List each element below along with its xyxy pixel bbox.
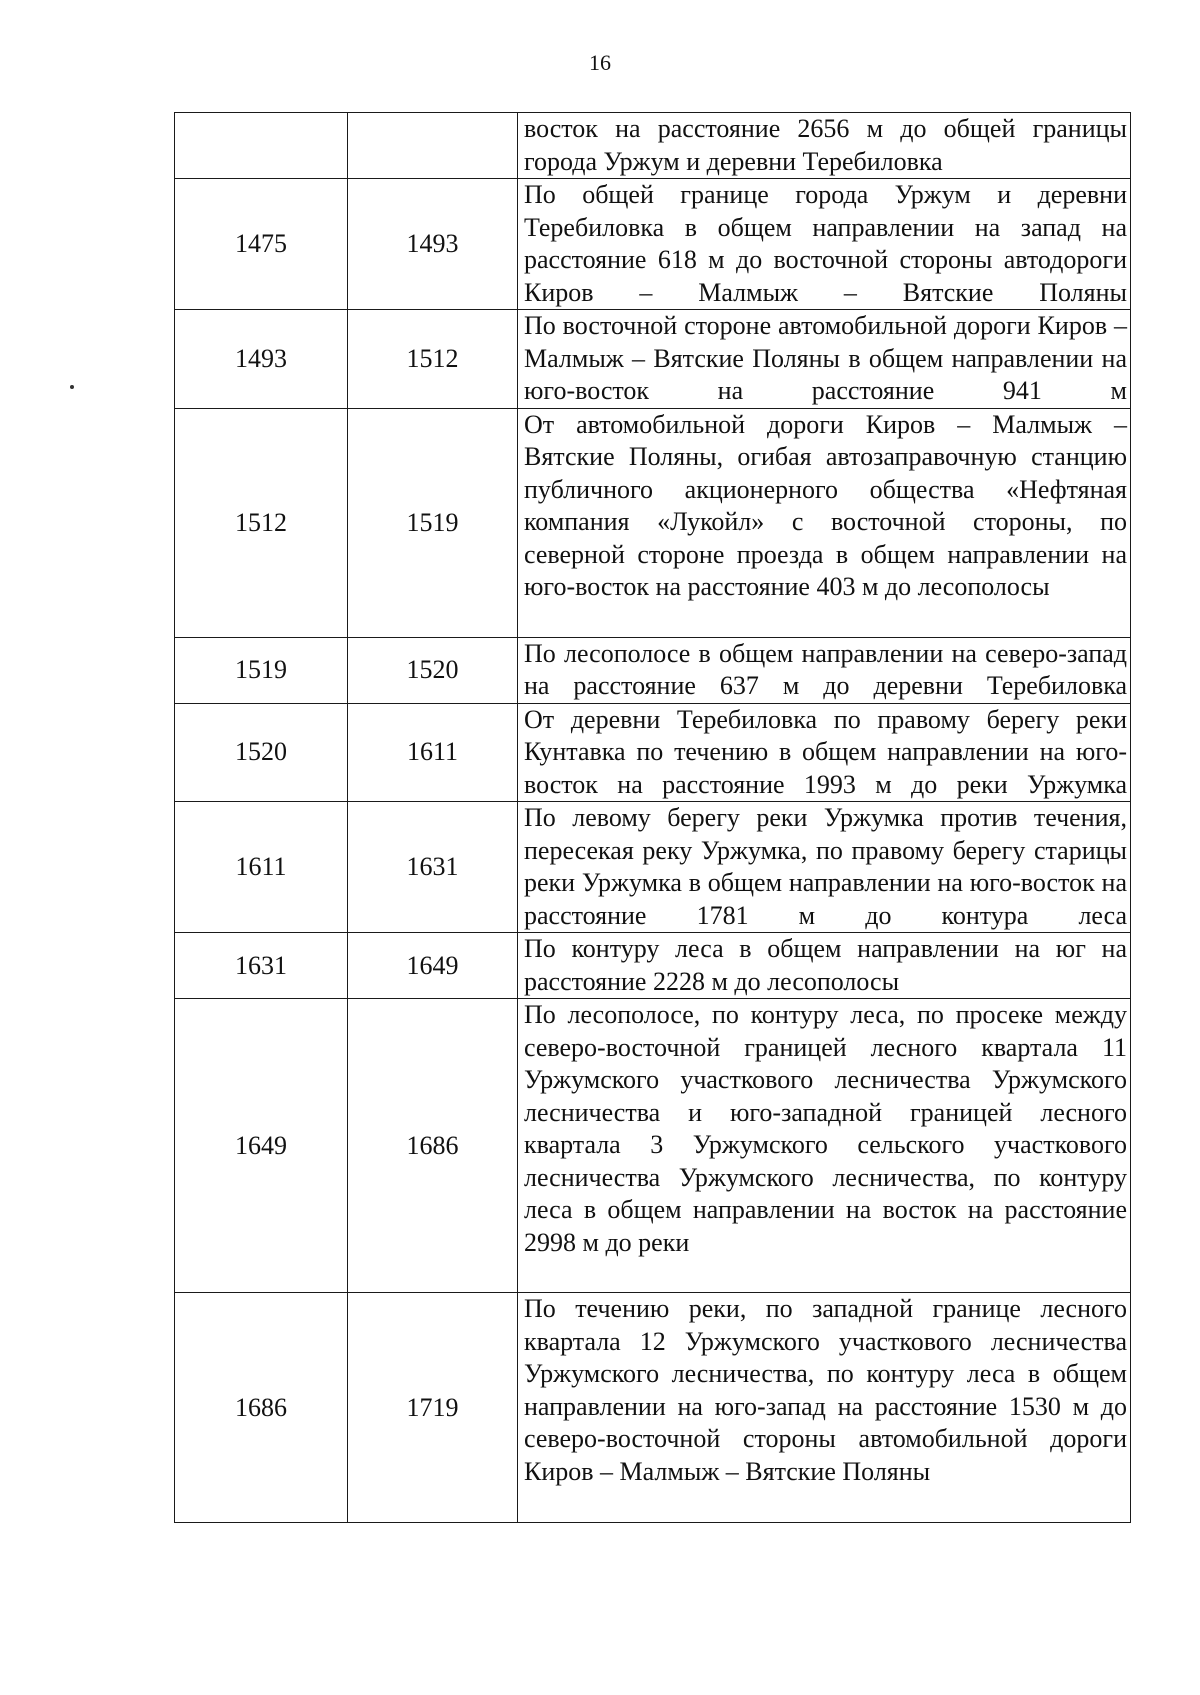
table-row (175, 637, 1131, 703)
description-cell: По восточной стороне автомобильной дороги Киров – Малмыж – Вятские Поляны в общем направлении на юго-восток на расстояние 941 м (518, 310, 1131, 409)
point-to-cell: 1631 (348, 802, 518, 933)
point-from-cell: 1493 (175, 310, 348, 409)
point-to-cell (348, 113, 518, 179)
description-cell: От автомобильной дороги Киров – Малмыж – Вятские Поляны, огибая автозаправочную станцию публичного акционерного общества «Нефтяная компания «Лукойл» с восточной стороны, по северной стороне проезда в общем направлении на юго-восток на расстояние 403 м до лесополосы (518, 408, 1131, 637)
description-cell: По лесополосе, по контуру леса, по просеке между северо-восточной границей лесного квартала 11 Уржумского участкового лесничества Уржумского лесничества и юго-западной границей лесного квартала 3 Уржумского сельского участкового лесничества Уржумского лесничества, по контуру леса в общем направлении на восток на расстояние 2998 м до реки (518, 999, 1131, 1293)
point-from-cell (175, 113, 348, 179)
description-cell: От деревни Теребиловка по правому берегу реки Кунтавка по течению в общем направлении на юго-восток на расстояние 1993 м до реки Уржумка (518, 703, 1131, 802)
boundary-description-table (174, 112, 1131, 1523)
table-row (175, 310, 1131, 409)
table-row (175, 1293, 1131, 1523)
description-cell: По общей границе города Уржум и деревни Теребиловка в общем направлении на запад на расстояние 618 м до восточной стороны автодороги Киров – Малмыж – Вятские Поляны (518, 179, 1131, 310)
description-cell: восток на расстояние 2656 м до общей границы города Уржум и деревни Теребиловка (518, 113, 1131, 179)
point-from-cell: 1475 (175, 179, 348, 310)
table-row (175, 408, 1131, 637)
point-from-cell: 1649 (175, 999, 348, 1293)
table-row (175, 179, 1131, 310)
point-from-cell: 1611 (175, 802, 348, 933)
table-row (175, 933, 1131, 999)
scan-speck (70, 385, 74, 389)
point-to-cell: 1611 (348, 703, 518, 802)
description-cell: По лесополосе в общем направлении на северо-запад на расстояние 637 м до деревни Теребиловка (518, 637, 1131, 703)
point-to-cell: 1719 (348, 1293, 518, 1523)
point-to-cell: 1493 (348, 179, 518, 310)
table-row (175, 999, 1131, 1293)
description-cell: По левому берегу реки Уржумка против течения, пересекая реку Уржумка, по правому берегу старицы реки Уржумка в общем направлении на юго-восток на расстояние 1781 м до контура леса (518, 802, 1131, 933)
point-from-cell: 1512 (175, 408, 348, 637)
point-from-cell: 1686 (175, 1293, 348, 1523)
point-from-cell: 1519 (175, 637, 348, 703)
point-from-cell: 1520 (175, 703, 348, 802)
page-number: 16 (589, 50, 611, 75)
point-to-cell: 1649 (348, 933, 518, 999)
point-to-cell: 1520 (348, 637, 518, 703)
table-row (175, 802, 1131, 933)
point-to-cell: 1519 (348, 408, 518, 637)
description-cell: По контуру леса в общем направлении на юг на расстояние 2228 м до лесополосы (518, 933, 1131, 999)
table-row (175, 113, 1131, 179)
point-from-cell: 1631 (175, 933, 348, 999)
point-to-cell: 1686 (348, 999, 518, 1293)
table-row (175, 703, 1131, 802)
description-cell: По течению реки, по западной границе лесного квартала 12 Уржумского участкового лесничества Уржумского лесничества, по контуру леса в общем направлении на юго-запад на расстояние 1530 м до северо-восточной стороны автомобильной дороги Киров – Малмыж – Вятские Поляны (518, 1293, 1131, 1523)
point-to-cell: 1512 (348, 310, 518, 409)
